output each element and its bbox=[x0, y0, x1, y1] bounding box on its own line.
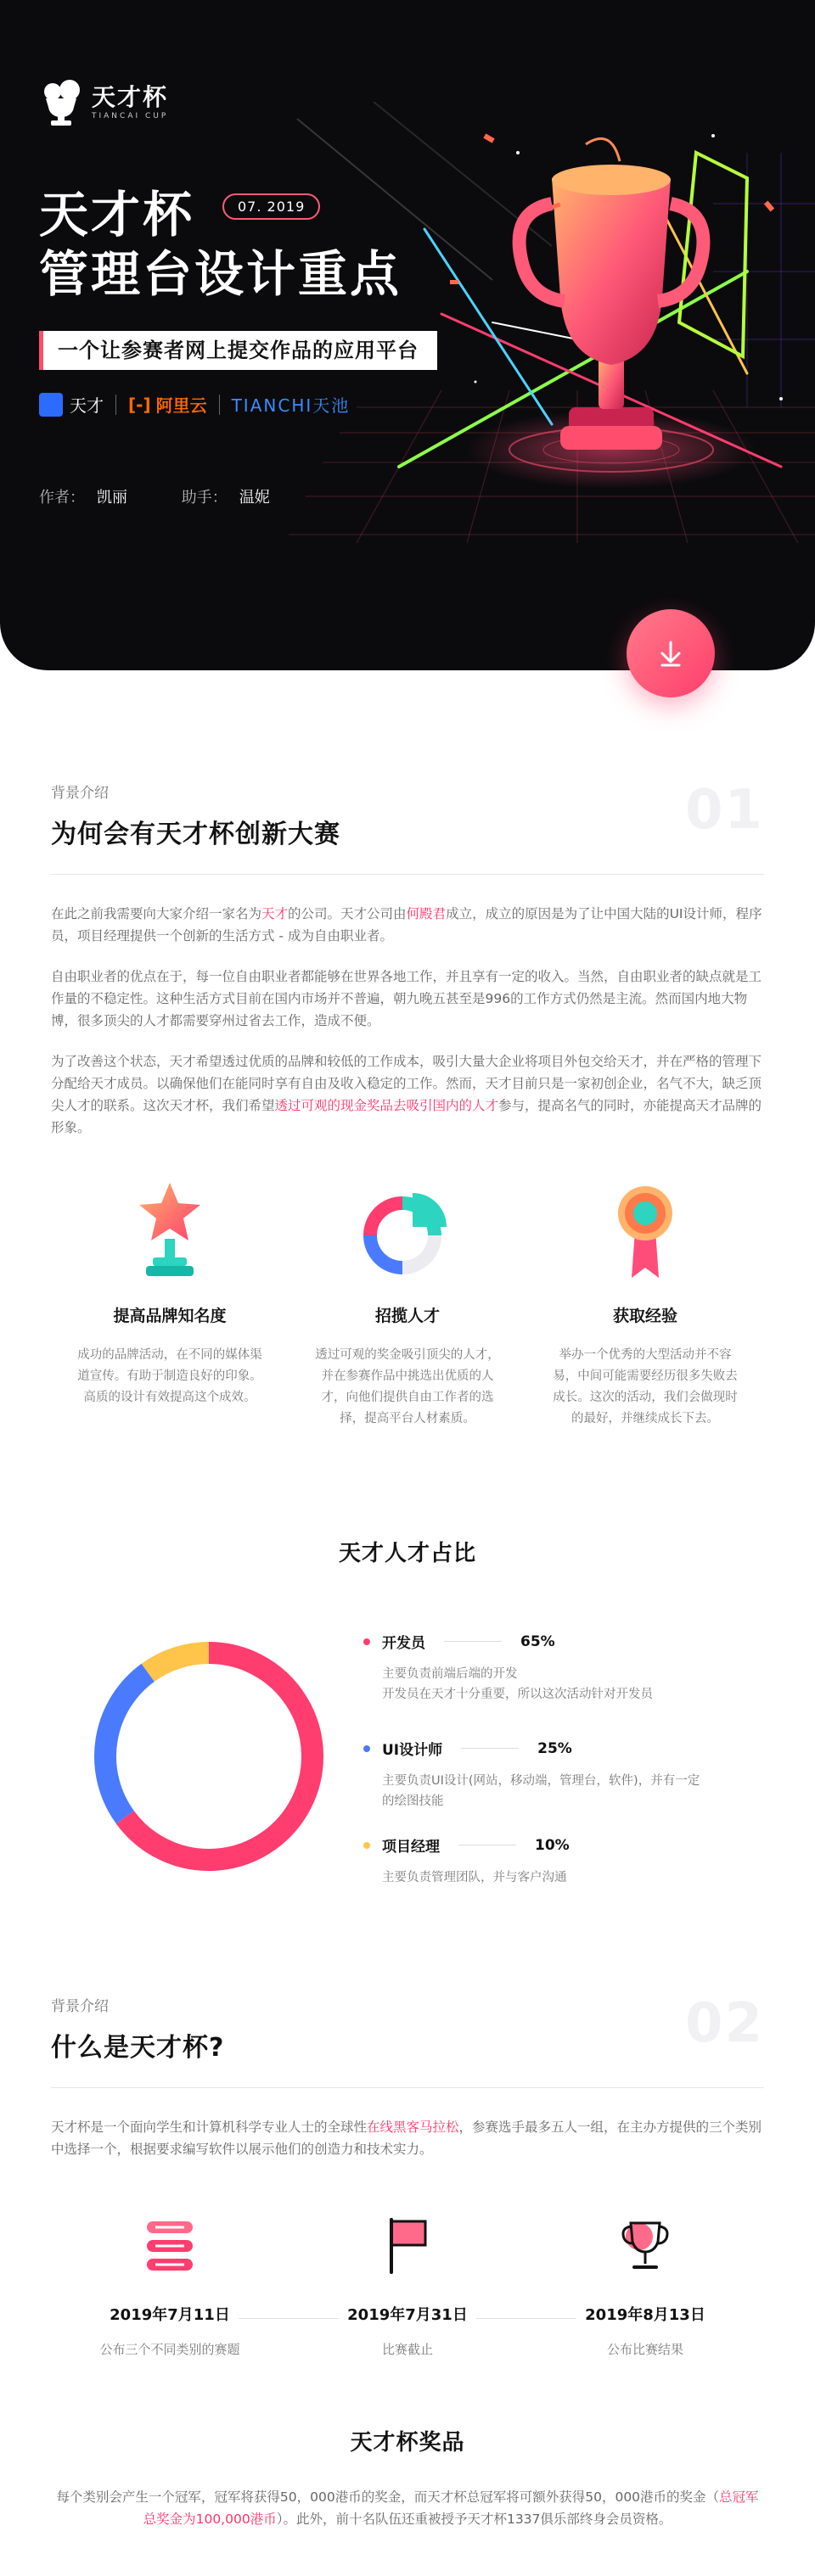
text: 的公司。天才公司由 bbox=[288, 906, 407, 921]
feature-title: 提高品牌知名度 bbox=[113, 1307, 227, 1325]
text: 参与，提高名气的同时，亦能提高天才品牌的形象。 bbox=[51, 1098, 762, 1135]
legend-percent: 10% bbox=[535, 1836, 570, 1854]
partner-logos bbox=[39, 392, 350, 417]
text: 天才杯是一个面向学生和计算机科学专业人士的全球性 bbox=[51, 2120, 368, 2135]
partner-tiancai bbox=[39, 392, 104, 417]
highlight: 何殿君 bbox=[406, 906, 447, 921]
medal-icon bbox=[611, 1179, 679, 1281]
timeline-description: 公布三个不同类别的赛题 bbox=[99, 2342, 240, 2357]
donut-slice-项目经理 bbox=[148, 1653, 209, 1672]
timeline-description: 比赛截止 bbox=[381, 2342, 433, 2357]
timeline-date: 2019年7月31日 bbox=[347, 2306, 468, 2324]
text: 为了改善这个状态，天才希望透过优质的品牌和较低的工作成本，吸引大量大企业将项目外包交给天才，并在严格的管理下分配给天才成员。以确保他们在能同时享有自由及收入稳定的工作。然而，天才目前只是一家初创企业，名气不大，缺乏顶尖人才的联系。这次天才杯，我们希望 bbox=[51, 1054, 762, 1113]
timeline-date: 2019年8月13日 bbox=[585, 2306, 705, 2324]
legend-item bbox=[363, 1834, 754, 1888]
timeline-description: 公布比赛结果 bbox=[606, 2342, 683, 2357]
partner-tianchi bbox=[232, 392, 351, 417]
section1-number: 01 bbox=[684, 779, 764, 842]
legend-percent: 25% bbox=[537, 1739, 572, 1757]
section2-label: 背景介绍 bbox=[51, 1998, 109, 2015]
legend-dot bbox=[363, 1842, 370, 1849]
feature-title: 招揽人才 bbox=[374, 1307, 440, 1325]
timeline-item bbox=[51, 2216, 289, 2358]
feature-title: 获取经验 bbox=[612, 1307, 677, 1325]
section1-paragraph2: 自由职业者的优点在于，每一位自由职业者都能够在世界各地工作，并且享有一定的收入。当然，自由职业者的缺点就是工作量的不稳定性。这种生活方式目前在国内市场并不普遍，朝九晚五甚至是996的工作方式仍然是主流。然而国内地大物博，很多顶尖的人才都需要穿州过省去工作，造成不便。 bbox=[51, 969, 762, 1028]
text: 成立，成立的原因是为了让中国大陆的UI设计师，程序员，项目经理提供一个创新的生活方式 - 成为自由职业者。 bbox=[51, 906, 762, 944]
legend-description: 主要负责管理团队，并与客户沟通 bbox=[382, 1871, 567, 1884]
section1-paragraph1 bbox=[51, 903, 764, 947]
section1-paragraph3 bbox=[51, 1050, 764, 1139]
donut-slice-开发员 bbox=[125, 1653, 312, 1860]
legend-description: 主要负责UI设计(网站，移动端，管理台，软件)，并有一定的绘图技能 bbox=[382, 1774, 700, 1808]
hero-illustration bbox=[272, 102, 815, 543]
divider bbox=[444, 1641, 502, 1642]
logo-title: 天才杯 bbox=[92, 83, 169, 111]
section2-title: 什么是天才杯? bbox=[51, 2033, 225, 2063]
legend-item bbox=[363, 1631, 754, 1705]
timeline-date: 2019年7月11日 bbox=[110, 2306, 230, 2324]
ratio-title: 天才人才占比 bbox=[338, 1541, 476, 1566]
feature-item bbox=[526, 1179, 764, 1430]
partner-tiancai-label: 天才 bbox=[70, 395, 104, 416]
timeline-item bbox=[289, 2216, 526, 2358]
flag-icon bbox=[378, 2216, 437, 2276]
text: ，参赛选手最多五人一组，在主办方提供的三个类别中选择一个，根据要求编写软件以展示他们的创造力和技术实力。 bbox=[51, 2120, 762, 2157]
cup-logo-icon bbox=[39, 78, 83, 127]
pie-icon bbox=[357, 1179, 458, 1281]
divider bbox=[115, 395, 116, 415]
divider bbox=[461, 1748, 519, 1749]
highlight: 在线黑客马拉松 bbox=[367, 2120, 459, 2135]
legend-item bbox=[363, 1738, 754, 1812]
divider bbox=[219, 395, 220, 415]
assistant-name: 温妮 bbox=[239, 489, 270, 507]
hero-banner bbox=[0, 0, 815, 670]
trophy-icon bbox=[136, 1179, 204, 1281]
logo-subtitle: TIANCAI CUP bbox=[92, 112, 169, 120]
legend-dot bbox=[363, 1638, 370, 1645]
highlight: 总冠军总奖金为100,000港币 bbox=[143, 2489, 759, 2527]
prize-paragraph bbox=[51, 2486, 764, 2530]
tiancai-logo-icon bbox=[39, 393, 63, 417]
partner-tianchi-label: TIANCHI天池 bbox=[231, 395, 351, 416]
authors bbox=[39, 485, 319, 507]
hero-title bbox=[39, 185, 402, 304]
legend-dot bbox=[363, 1745, 370, 1752]
highlight: 天才 bbox=[261, 906, 289, 921]
section1-title: 为何会有天才杯创新大赛 bbox=[51, 820, 340, 849]
legend-name: 开发员 bbox=[382, 1635, 425, 1652]
legend-percent: 65% bbox=[520, 1632, 555, 1650]
divider bbox=[51, 2087, 764, 2088]
timeline-item bbox=[526, 2216, 764, 2358]
partner-aliyun-label: 阿里云 bbox=[155, 395, 207, 416]
feature-description: 透过可观的奖金吸引顶尖的人才，并在参赛作品中挑选出优质的人才，向他们提供自由工作者的选择，提高平台人材素质。 bbox=[315, 1348, 500, 1425]
logo bbox=[39, 78, 168, 127]
text: ）。此外，前十名队伍还重被授予天才杯1337俱乐部终身会员资格。 bbox=[276, 2512, 672, 2527]
legend-name: 项目经理 bbox=[382, 1839, 440, 1856]
author-name: 凯丽 bbox=[97, 489, 127, 507]
scroll-down-button[interactable] bbox=[627, 609, 715, 697]
hero-title-line2: 管理台设计重点 bbox=[39, 245, 402, 303]
author-label: 作者： bbox=[39, 489, 85, 507]
prize-title: 天才杯奖品 bbox=[350, 2430, 465, 2456]
assistant-label: 助手： bbox=[181, 489, 228, 507]
feature-description: 成功的品牌活动，在不同的媒体渠道宣传。有助于制造良好的印象。高质的设计有效提高这个成效。 bbox=[77, 1348, 262, 1404]
layers-icon bbox=[140, 2216, 200, 2276]
feature-item bbox=[289, 1179, 526, 1430]
feature-description: 举办一个优秀的大型活动并不容易，中间可能需要经历很多失败去成长。这次的活动，我们会做现时的最好，并继续成长下去。 bbox=[553, 1348, 738, 1425]
feature-list bbox=[51, 1179, 764, 1468]
aliyun-logo-icon: [-] bbox=[128, 394, 151, 415]
section2-number: 02 bbox=[684, 1992, 764, 2055]
timeline bbox=[51, 2216, 764, 2369]
talent-donut-chart bbox=[90, 1638, 328, 1875]
hero-title-line1: 天才杯 bbox=[39, 186, 195, 244]
donut-slice-UI设计师 bbox=[105, 1672, 148, 1817]
section1-label: 背景介绍 bbox=[51, 785, 109, 802]
legend-description: 主要负责前端后端的开发 开发员在天才十分重要，所以这次活动针对开发员 bbox=[382, 1667, 653, 1701]
text: 在此之前我需要向大家介绍一家名为 bbox=[51, 906, 262, 921]
cup-icon bbox=[615, 2216, 675, 2276]
partner-aliyun bbox=[128, 392, 207, 417]
date-badge: 07. 2019 bbox=[222, 193, 320, 220]
feature-item bbox=[51, 1179, 289, 1408]
section2-paragraph bbox=[51, 2116, 764, 2160]
divider bbox=[51, 874, 764, 875]
text: 每个类别会产生一个冠军，冠军将获得50，000港币的奖金，而天才杯总冠军将可额外获得50，000港币的奖金（ bbox=[56, 2489, 720, 2505]
hero-subtitle: 一个让参赛者网上提交作品的应用平台 bbox=[39, 331, 437, 370]
highlight: 透过可观的现金奖品去吸引国内的人才 bbox=[274, 1098, 499, 1113]
arrow-down-icon bbox=[656, 639, 685, 668]
legend-name: UI设计师 bbox=[382, 1742, 443, 1759]
